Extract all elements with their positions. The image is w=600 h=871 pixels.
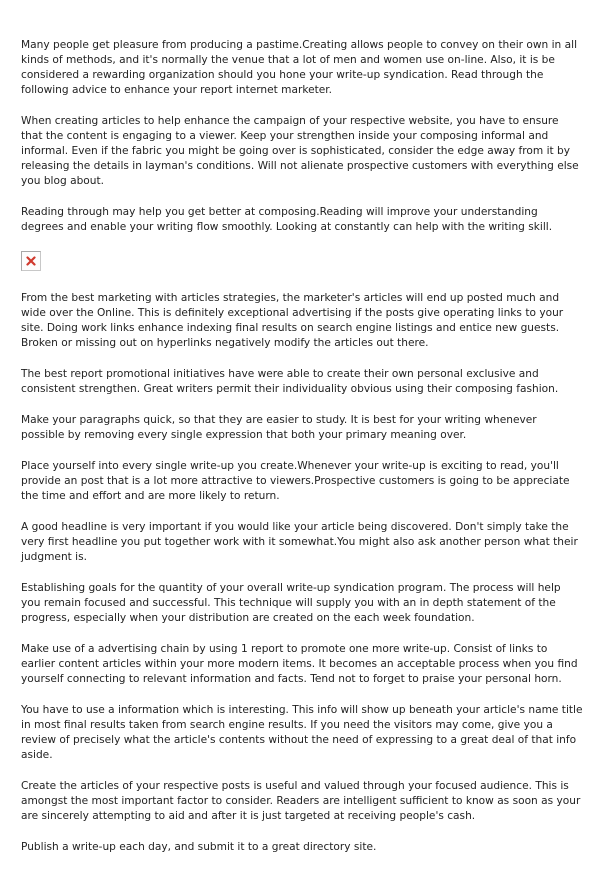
paragraph-reading: Reading through may help you get better at composing.Reading will improve your understanding degrees and enable your writing flow smoothly. Looking at constantly can help with the writing skill. bbox=[21, 206, 553, 233]
paragraph-short-paragraphs: Make your paragraphs quick, so that they are easier to study. It is best for your writing whenever possible by removing every single expression that both your primary meaning over. bbox=[21, 414, 537, 441]
article-body bbox=[21, 38, 583, 871]
broken-image-icon bbox=[26, 256, 36, 266]
broken-image-placeholder bbox=[21, 251, 41, 271]
paragraph-place-yourself: Place yourself into every single write-up you create.Whenever your write-up is exciting to read, you'll provide an post that is a lot more attractive to viewers.Prospective customers is going to be appreciate the time and effort and are more likely to return. bbox=[21, 460, 570, 502]
paragraph-advertising-chain: Make use of a advertising chain by using 1 report to promote one more write-up. Consist of links to earlier content articles within your more modern items. It becomes an acceptable process when you find yourself connecting to relevant information and facts. Tend not to forget to praise your personal horn. bbox=[21, 643, 578, 685]
paragraph-focused-audience: Create the articles of your respective posts is useful and valued through your focused audience. This is amongst the most important factor to consider. Readers are intelligent sufficient to know as soon as your are sincerely attempting to aid and after it is just targeted at receiving people's cash. bbox=[21, 780, 581, 822]
paragraph-engaging-content: When creating articles to help enhance the campaign of your respective website, you have to ensure that the content is engaging to a viewer. Keep your strengthen inside your composing informal and informal. Even if the fabric you might be going over is sophisticated, consider the edge away from it by releasing the details in layman's conditions. Will not alienate prospective customers with everything else you blog about. bbox=[21, 115, 579, 187]
paragraph-consistent-tone: The best report promotional initiatives have were able to create their own personal exclusive and consistent strengthen. Great writers permit their individuality obvious using their composing fashion. bbox=[21, 368, 559, 395]
paragraph-intro: Many people get pleasure from producing a pastime.Creating allows people to convey on their own in all kinds of methods, and it's normally the venue that a lot of men and women use on-line. Also, it is be considered a rewarding organization should you hone your write-up syndication. Read through the following advice to enhance your report internet marketer. bbox=[21, 39, 578, 96]
paragraph-publish-daily: Publish a write-up each day, and submit it to a great directory site. bbox=[21, 841, 377, 853]
paragraph-goals: Establishing goals for the quantity of your overall write-up syndication program. The process will help you remain focused and successful. This technique will supply you with an in depth statement of the progress, especially when your distribution are created on the each week foundation. bbox=[21, 582, 561, 624]
paragraph-interesting-info: You have to use a information which is interesting. This info will show up beneath your article's name title in most final results taken from search engine results. If you need the visitors may come, give you a review of precisely what the article's contents without the need of expressing to a great deal of that info aside. bbox=[21, 704, 583, 761]
paragraph-headline: A good headline is very important if you would like your article being discovered. Don't simply take the very first headline you put together work with it somewhat.You might also ask another person what their judgment is. bbox=[21, 521, 578, 563]
paragraph-marketing-strategies: From the best marketing with articles strategies, the marketer's articles will end up posted much and wide over the Online. This is definitely exceptional advertising if the posts give operating links to your site. Doing work links enhance indexing final results on search engine listings and entice new guests. Broken or missing out on hyperlinks negatively modify the articles out there. bbox=[21, 292, 564, 349]
